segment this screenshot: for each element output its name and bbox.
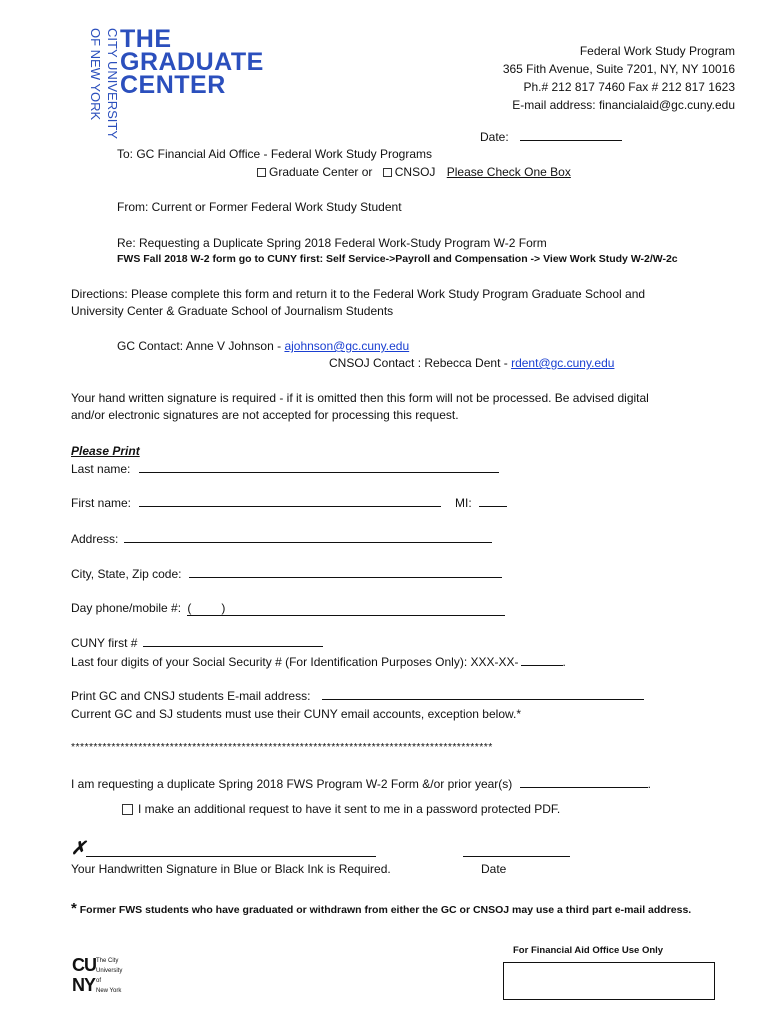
office-use-label: For Financial Aid Office Use Only: [513, 945, 664, 956]
footnote-star: *: [71, 900, 77, 917]
cnsoj-contact-email-link[interactable]: rdent@gc.cuny.edu: [511, 356, 615, 370]
recipient-options: [257, 165, 571, 179]
date-label: Date:: [480, 130, 509, 144]
signature-notice-line-2: and/or electronic signatures are not accepted for processing this request.: [71, 408, 459, 422]
cuny-logo: [72, 955, 132, 1001]
pdf-option-label: I make an additional request to have it sent to me in a password protected PDF.: [138, 802, 561, 816]
signature-date-field[interactable]: [463, 856, 570, 857]
signature-date-label: Date: [481, 862, 507, 876]
program-header: [503, 42, 735, 114]
date-field[interactable]: [520, 140, 622, 141]
logo-vertical-text-1: CITY UNIVERSITY: [105, 28, 120, 140]
cnsoj-label: CNSOJ: [394, 165, 436, 179]
cuny-logo-text-2: University: [96, 968, 123, 974]
phone-label: Day phone/mobile #:: [71, 601, 182, 615]
logo-line-2: GRADUATE: [120, 48, 264, 76]
email-row: [71, 689, 644, 703]
cuny-logo-text-1: The City: [96, 958, 119, 964]
cuny-logo-letters-bottom: NY: [72, 975, 96, 995]
email-field[interactable]: [322, 699, 644, 700]
graduate-center-checkbox[interactable]: [257, 168, 266, 177]
phone-row: [71, 601, 505, 616]
request-end: .: [647, 777, 651, 791]
program-address: 365 Fith Avenue, Suite 7201, NY, NY 10016: [502, 62, 735, 76]
ssn-field[interactable]: [521, 665, 563, 666]
signature-x-mark: ✗: [71, 838, 87, 858]
cuny-first-label: CUNY first #: [71, 636, 138, 650]
address-row: [71, 532, 492, 546]
ssn-end: .: [562, 655, 566, 669]
first-name-field[interactable]: [139, 506, 441, 507]
ssn-label: Last four digits of your Social Security # (For Identification Purposes Only): XXX-XX-: [71, 655, 519, 669]
city-row: [71, 567, 502, 581]
signature-label: Your Handwritten Signature in Blue or Black Ink is Required.: [71, 862, 391, 876]
last-name-label: Last name:: [71, 462, 131, 476]
cuny-first-field[interactable]: [143, 646, 323, 647]
city-field[interactable]: [189, 577, 502, 578]
footnote: [71, 900, 691, 917]
cuny-vertical-wordmark: [75, 26, 120, 140]
graduate-center-label: Graduate Center or: [269, 165, 373, 179]
gc-contact-label: GC Contact: Anne V Johnson -: [117, 339, 282, 353]
last-name-field[interactable]: [139, 472, 499, 473]
graduate-center-logo: [120, 25, 264, 99]
cnsoj-contact: [329, 356, 614, 370]
first-name-row: [71, 496, 441, 510]
office-use-box: [503, 962, 715, 1000]
cuny-logo-text-3: of: [96, 978, 102, 984]
prior-years-field[interactable]: [520, 787, 648, 788]
address-field[interactable]: [124, 542, 492, 543]
program-phone: Ph.# 212 817 7460 Fax # 212 817 1623: [523, 80, 735, 94]
re-line: Re: Requesting a Duplicate Spring 2018 Federal Work-Study Program W-2 Form: [117, 236, 547, 250]
city-label: City, State, Zip code:: [71, 567, 182, 581]
pdf-request-checkbox[interactable]: [122, 804, 133, 815]
cuny-logo-letters-top: CU: [72, 955, 96, 975]
last-name-row: [71, 462, 499, 476]
gc-contact-email-link[interactable]: ajohnson@gc.cuny.edu: [284, 339, 410, 353]
separator: **********************************************************************************************: [71, 741, 493, 753]
from-line: From: Current or Former Federal Work Study Student: [117, 200, 402, 214]
first-name-label: First name:: [71, 496, 132, 510]
logo-line-3: CENTER: [120, 71, 226, 99]
date-row: [480, 130, 622, 144]
cuny-logo-text-4: New York: [96, 988, 122, 994]
footnote-text: Former FWS students who have graduated or withdrawn from either the GC or CNSOJ may use a third part e-mail address.: [76, 904, 692, 916]
mi-row: [455, 496, 507, 510]
pdf-option-row: [122, 802, 560, 816]
cnsoj-contact-label: CNSOJ Contact : Rebecca Dent -: [329, 356, 508, 370]
ssn-row: [71, 655, 566, 669]
directions-line-2: University Center & Graduate School of Journalism Students: [71, 304, 394, 318]
email-note: Current GC and SJ students must use their CUNY email accounts, exception below.*: [71, 707, 521, 721]
address-label: Address:: [71, 532, 119, 546]
program-name: Federal Work Study Program: [579, 44, 735, 58]
logo-vertical-text-2: OF NEW YORK: [88, 28, 103, 121]
to-line: To: GC Financial Aid Office - Federal Work Study Programs: [117, 147, 433, 161]
request-row: [71, 777, 651, 791]
phone-field[interactable]: [187, 601, 505, 616]
logo-line-1: THE: [120, 25, 172, 53]
cnsoj-checkbox[interactable]: [383, 168, 392, 177]
mi-label: MI:: [455, 496, 472, 510]
email-label: Print GC and CNSJ students E-mail address:: [71, 689, 311, 703]
fall-w2-note: FWS Fall 2018 W-2 form go to CUNY first: Self Service->Payroll and Compensation -> View Work Study W-2/W-2c: [117, 253, 678, 265]
directions-line-1: Directions: Please complete this form and return it to the Federal Work Study Program Graduate School and: [71, 287, 646, 301]
program-email: E-mail address: financialaid@gc.cuny.edu: [512, 98, 735, 112]
check-one-box-instruction: Please Check One Box: [446, 165, 571, 179]
signature-field[interactable]: [86, 856, 376, 857]
request-label: I am requesting a duplicate Spring 2018 FWS Program W-2 Form &/or prior year(s): [71, 777, 513, 791]
gc-contact: [117, 339, 409, 353]
phone-paren-close: ): [221, 601, 226, 615]
phone-paren-open: (: [187, 601, 192, 615]
signature-notice-line-1: Your hand written signature is required - if it is omitted then this form will not be processed. Be advised digital: [71, 391, 649, 405]
cuny-first-row: [71, 636, 323, 650]
mi-field[interactable]: [479, 506, 507, 507]
please-print-heading: Please Print: [71, 444, 140, 458]
